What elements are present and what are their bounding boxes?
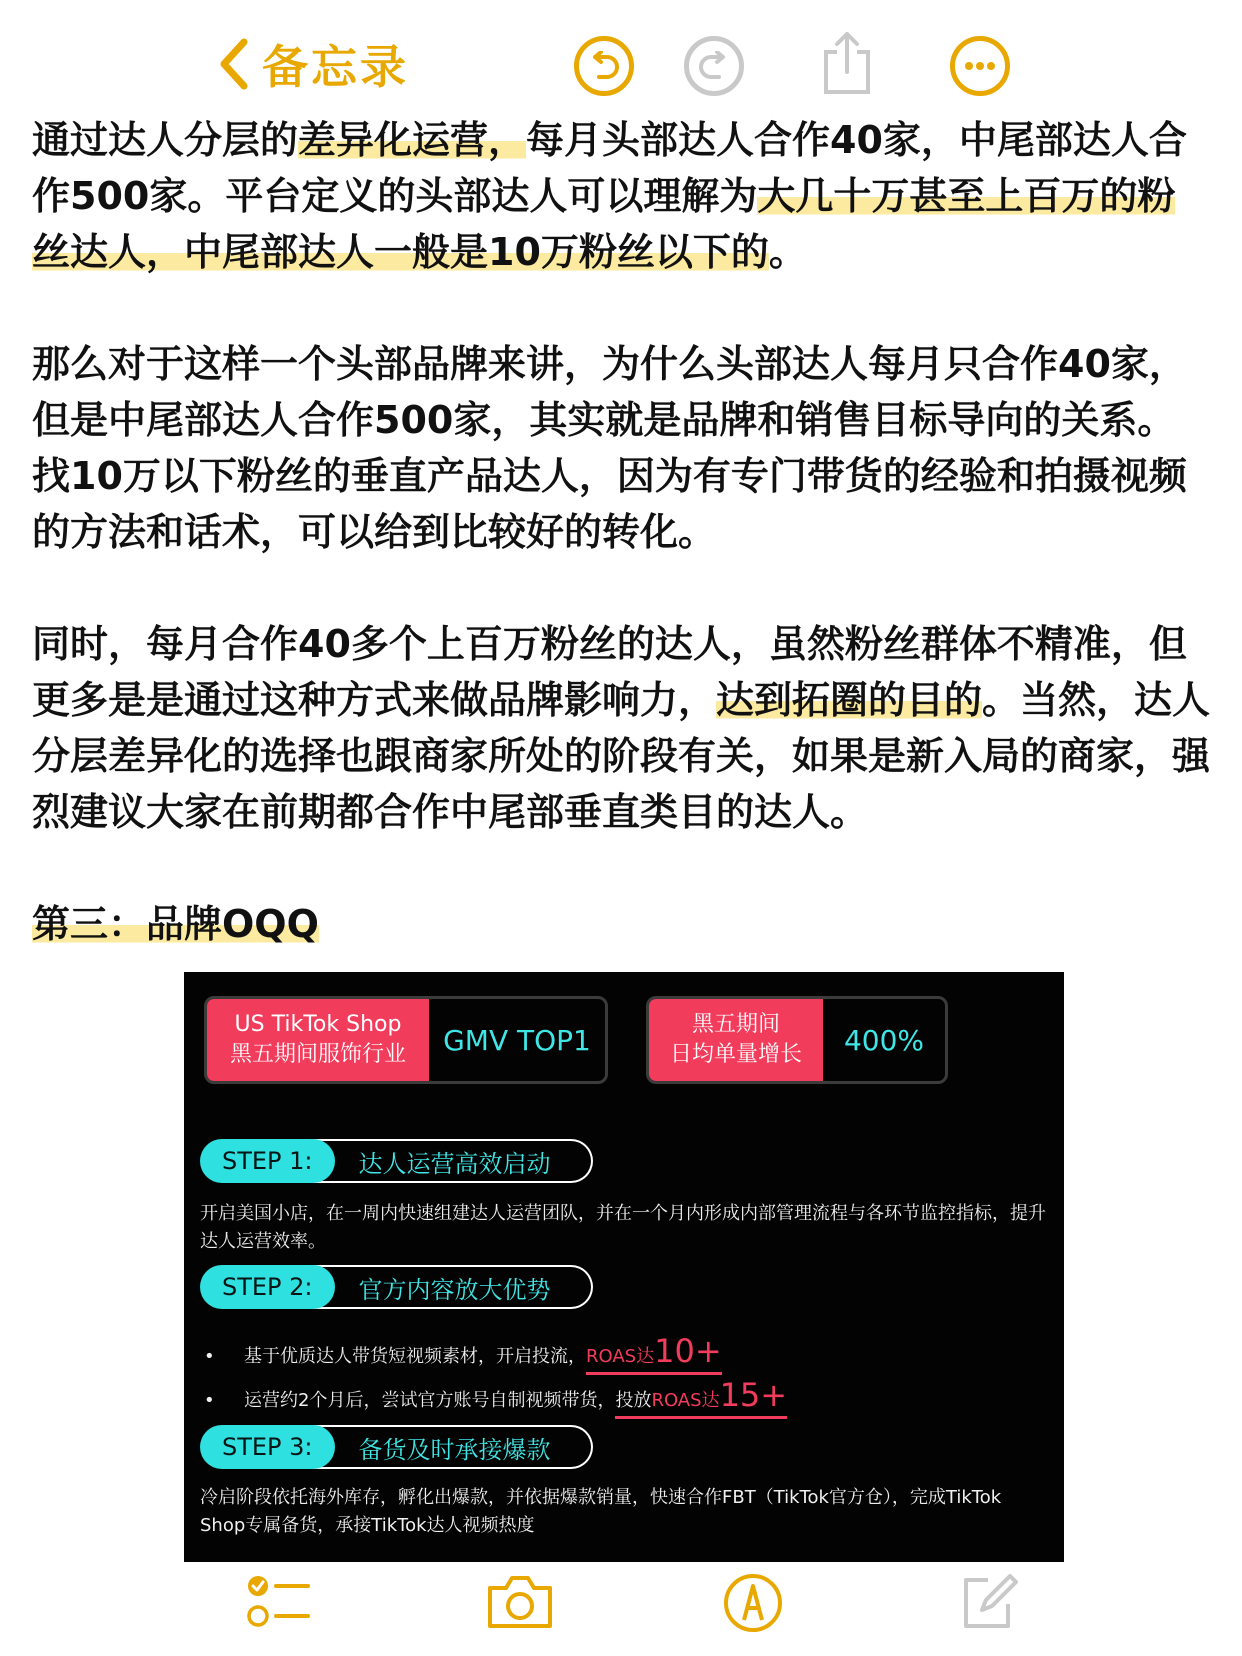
p1-text-c: 。 <box>768 230 807 274</box>
p1-text-b: 每月头部达人合作40家，中尾部达人合作500家。平台定义的头部达人可以理解为 <box>32 118 1187 218</box>
redo-icon <box>697 51 731 81</box>
badge-growth-value: 400% <box>843 1023 925 1057</box>
bullet-1-roas: ROAS达 <box>586 1346 655 1367</box>
bullet-1-text: 基于优质达人带货短视频素材，开启投流， <box>244 1346 586 1367</box>
compose-button[interactable] <box>958 1572 1020 1638</box>
note-body[interactable] <box>32 112 1212 952</box>
share-button[interactable] <box>820 30 874 96</box>
badge-gmv-line1: US TikTok Shop <box>234 1012 402 1037</box>
back-label: 备忘录 <box>262 40 409 94</box>
bottom-toolbar <box>0 1570 1242 1656</box>
p1-highlight-b: 大几十万甚至上百万的粉丝达人，中尾部达人一般是10万粉丝以下的 <box>32 174 1176 274</box>
step-3-header <box>200 1422 593 1472</box>
step-1-desc: 开启美国小店，在一周内快速组建达人运营团队，并在一个月内形成内部管理流程与各环节监控指标，提升达人运营效率。 <box>200 1203 1046 1252</box>
share-icon <box>820 30 874 96</box>
step-1-title: 达人运营高效启动 <box>307 1139 593 1183</box>
p1-highlight-a: 差异化运营， <box>298 118 527 162</box>
compose-icon <box>958 1619 1020 1638</box>
undo-button[interactable] <box>574 36 634 96</box>
camera-button[interactable] <box>484 1572 556 1636</box>
badge-gmv-label <box>207 999 429 1081</box>
embedded-image[interactable] <box>184 972 1064 1562</box>
redo-button[interactable] <box>684 36 744 96</box>
p3-highlight: 达到拓圈的目的 <box>716 678 983 722</box>
bullet-2-roas: ROAS达 <box>651 1390 720 1411</box>
more-button[interactable] <box>950 36 1010 96</box>
step-2-title: 官方内容放大优势 <box>307 1265 593 1309</box>
navigation-bar <box>0 0 1242 120</box>
paragraph-2: 那么对于这样一个头部品牌来讲，为什么头部达人每月只合作40家，但是中尾部达人合作500家，其实就是品牌和销售目标导向的关系。找10万以下粉丝的垂直产品达人，因为有专门带货的经验和拍摄视频的方法和话术，可以给到比较好的转化。 <box>32 342 1187 554</box>
badge-gmv <box>204 996 608 1084</box>
badge-growth <box>646 996 948 1084</box>
camera-icon <box>484 1617 556 1636</box>
checklist-icon <box>246 1617 312 1636</box>
step-3-title: 备货及时承接爆款 <box>307 1425 593 1469</box>
bullet-2-text: 运营约2个月后，尝试官方账号自制视频带货， <box>244 1390 616 1411</box>
badge-gmv-value: GMV TOP1 <box>443 1023 591 1057</box>
p3-text-b: 。当然，达人分层差异化的选择也跟商家所处的阶段有关，如果是新入局的商家，强烈建议大家在前期都合作中尾部垂直类目的达人。 <box>32 678 1211 834</box>
bullet-1-num: 10+ <box>654 1332 722 1370</box>
badge-growth-line1: 黑五期间 <box>691 1012 780 1037</box>
section-heading <box>32 896 1212 952</box>
step-3-tag: STEP 3: <box>200 1425 335 1469</box>
step-1-header <box>200 1136 593 1186</box>
bullet-2-pre: 投放 <box>615 1390 652 1411</box>
checklist-button[interactable] <box>246 1572 312 1636</box>
step-1-tag: STEP 1: <box>200 1139 335 1183</box>
chevron-left-icon <box>218 38 248 90</box>
paragraph-1 <box>32 112 1212 280</box>
markup-button[interactable] <box>722 1572 784 1638</box>
step-3-desc: 冷启阶段依托海外库存，孵化出爆款，并依据爆款销量，快速合作FBT（TikTok官方仓），完成TikTok Shop专属备货，承接TikTok达人视频热度 <box>200 1487 1002 1536</box>
back-button[interactable] <box>218 32 409 96</box>
step-2-bullet-1: • 基于优质达人带货短视频素材，开启投流， ROAS达10+ <box>204 1332 722 1375</box>
badge-growth-label <box>649 999 823 1081</box>
badge-growth-line2: 日均单量增长 <box>669 1042 802 1067</box>
paragraph-3 <box>32 616 1212 840</box>
more-icon <box>964 61 996 71</box>
step-2-tag: STEP 2: <box>200 1265 335 1309</box>
p3-text-a: 同时，每月合作40多个上百万粉丝的达人，虽然粉丝群体不精准，但更多是是通过这种方式来做品牌影响力， <box>32 622 1187 722</box>
step-2-header <box>200 1262 593 1312</box>
step-2-bullet-2: • 运营约2个月后，尝试官方账号自制视频带货， 投放ROAS达15+ <box>204 1376 787 1419</box>
undo-icon <box>587 51 621 81</box>
markup-icon <box>722 1619 784 1638</box>
p1-text-a: 通过达人分层的 <box>32 118 299 162</box>
badge-gmv-line2: 黑五期间服饰行业 <box>229 1042 406 1067</box>
heading-text: 第三：品牌OQQ <box>32 902 319 946</box>
bullet-2-num: 15+ <box>719 1376 788 1414</box>
